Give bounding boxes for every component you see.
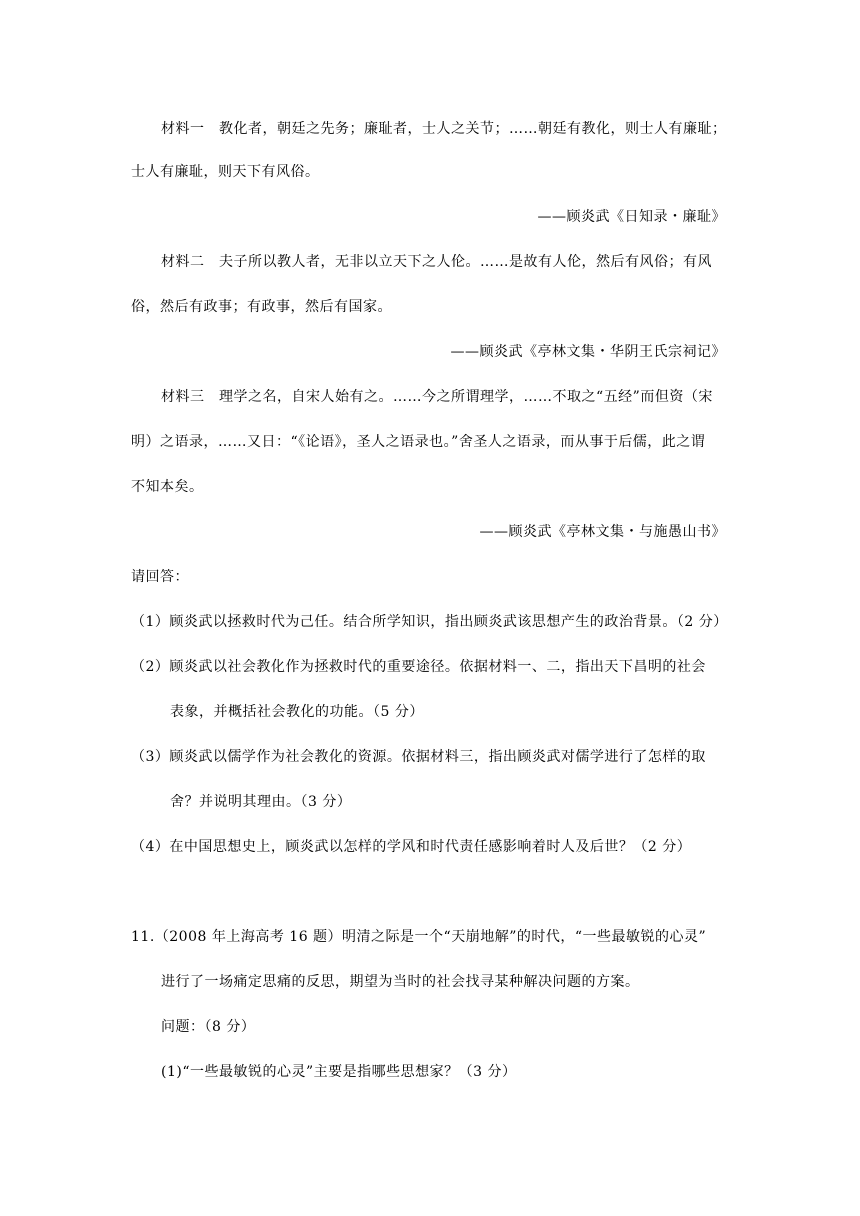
problem-11-line-1: 11.（2008 年上海高考 16 题）明清之际是一个“天崩地解”的时代，“一些最敏锐的心灵” <box>131 929 707 945</box>
material-1-line-1: 材料一 教化者，朝廷之先务；廉耻者，士人之关节；……朝廷有教化，则士人有廉耻； <box>161 121 727 137</box>
material-3-line-2: 明）之语录，……又日：“《论语》，圣人之语录也。”舍圣人之语录，而从事于后儒，此之谓 <box>131 434 706 450</box>
question-3-line-2: 舍？并说明其理由。（3 分） <box>170 794 352 810</box>
material-3-line-3: 不知本矣。 <box>131 479 204 495</box>
problem-11-sub-question-1: (1)“一些最敏锐的心灵”主要是指哪些思想家？（3 分） <box>161 1064 517 1080</box>
material-3-line-1: 材料三 理学之名，自宋人始有之。……今之所谓理学，……不取之“五经”而但资（宋 <box>161 389 713 405</box>
question-2-line-1: （2）顾炎武以社会教化作为拯救时代的重要途径。依据材料一、二，指出天下昌明的社会 <box>131 659 706 675</box>
question-2-line-2: 表象，并概括社会教化的功能。（5 分） <box>170 704 424 720</box>
material-2-line-1: 材料二 夫子所以教人者，无非以立天下之人伦。……是故有人伦，然后有风俗；有风 <box>161 254 712 270</box>
question-1: （1）顾炎武以拯救时代为己任。结合所学知识，指出顾炎武该思想产生的政治背景。（2 分） <box>131 614 728 630</box>
answer-prompt: 请回答： <box>131 569 189 585</box>
material-2-source: ——顾炎武《亭林文集・华阴王氏宗祠记》 <box>450 344 726 360</box>
material-3-source: ——顾炎武《亭林文集・与施愚山书》 <box>479 524 726 540</box>
question-3-line-1: （3）顾炎武以儒学作为社会教化的资源。依据材料三，指出顾炎武对儒学进行了怎样的取 <box>131 749 706 765</box>
material-2-line-2: 俗，然后有政事；有政事，然后有国家。 <box>131 299 392 315</box>
material-1-line-2: 士人有廉耻，则天下有风俗。 <box>131 164 320 180</box>
material-1-source: ——顾炎武《日知录・廉耻》 <box>537 209 726 225</box>
problem-11-question-header: 问题：（8 分） <box>161 1019 256 1035</box>
question-4: （4）在中国思想史上，顾炎武以怎样的学风和时代责任感影响着时人及后世？（2 分） <box>131 839 692 855</box>
problem-11-line-2: 进行了一场痛定思痛的反思，期望为当时的社会找寻某种解决问题的方案。 <box>161 974 640 990</box>
